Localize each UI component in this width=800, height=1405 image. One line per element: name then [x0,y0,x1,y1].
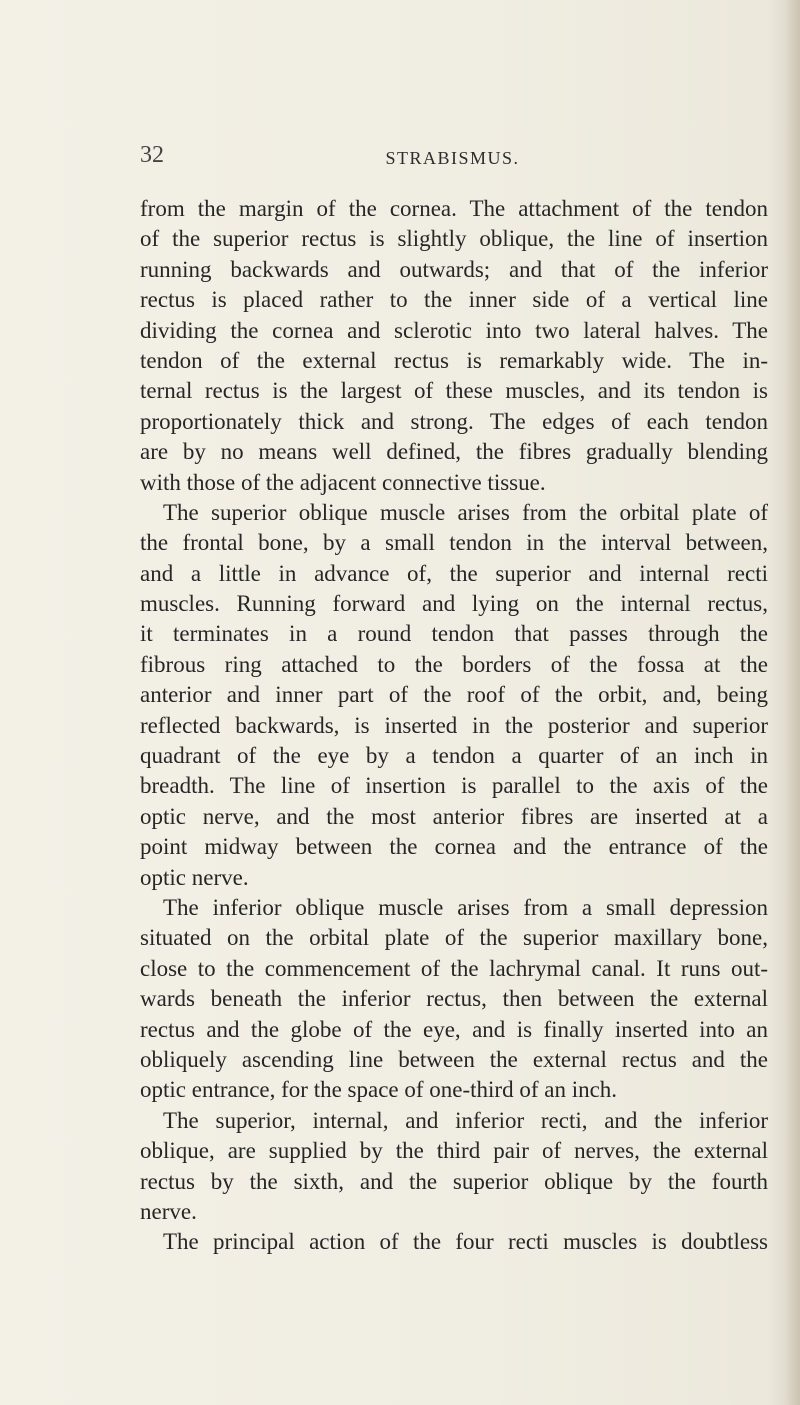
text-line: wards beneath the inferior rectus, then between the external [140,986,768,1012]
text-line: close to the commencement of the lachrymal canal. It runs out- [140,955,768,981]
text-line: optic nerve, and the most anterior fibres are inserted at a [140,803,768,829]
text-line: from the margin of the cornea. The attachment of the tendon [140,196,768,221]
text-line: point midway between the cornea and the entrance of the [140,834,768,860]
text-line: proportionately thick and strong. The edges of each tendon [140,408,768,434]
text-line: dividing the cornea and sclerotic into two lateral halves. The [140,317,768,343]
text-line: muscles. Running forward and lying on the internal rectus, [140,591,768,617]
text-line: running backwards and outwards; and that of the inferior [140,256,768,282]
text-line: rectus by the sixth, and the superior oblique by the fourth [140,1168,768,1194]
text-line: rectus is placed rather to the inner side of a vertical line [140,287,768,313]
text-line: The superior oblique muscle arises from the orbital plate of [163,499,768,525]
text-line: tendon of the external rectus is remarkably wide. The in- [140,347,768,373]
text-line: it terminates in a round tendon that passes through the [140,621,768,647]
running-title: STRABISMUS. [385,148,520,168]
text-line: breadth. The line of insertion is parallel to the axis of the [140,773,768,799]
body-text [140,194,768,1258]
text-line: of the superior rectus is slightly oblique, the line of insertion [140,226,768,252]
text-line: nerve. [140,1198,197,1224]
text-line: ternal rectus is the largest of these muscles, and its tendon is [140,378,768,404]
text-line: with those of the adjacent connective tissue. [140,469,546,495]
text-line: optic entrance, for the space of one-third of an inch. [140,1077,618,1103]
page-edge-shadow [786,0,800,1405]
text-line: are by no means well defined, the fibres gradually blending [140,439,768,465]
text-line: situated on the orbital plate of the superior maxillary bone, [140,925,768,951]
text-line: The inferior oblique muscle arises from a small depression [163,894,768,920]
text-line: The principal action of the four recti muscles is doubtless [163,1229,768,1255]
text-line: anterior and inner part of the roof of the orbit, and, being [140,682,768,708]
text-line: and a little in advance of, the superior and internal recti [140,560,768,586]
text-line: optic nerve. [140,864,249,890]
page-number: 32 [140,142,164,168]
text-line: fibrous ring attached to the borders of the fossa at the [140,651,768,677]
text-line: the frontal bone, by a small tendon in the interval between, [140,530,768,556]
running-head [140,136,765,176]
text-line: reflected backwards, is inserted in the posterior and superior [140,712,768,738]
text-line: quadrant of the eye by a tendon a quarter of an inch in [140,743,768,769]
text-line: obliquely ascending line between the external rectus and the [140,1046,768,1072]
text-line: rectus and the globe of the eye, and is finally inserted into an [140,1016,768,1042]
text-line: The superior, internal, and inferior recti, and the inferior [163,1107,768,1133]
text-line: oblique, are supplied by the third pair of nerves, the external [140,1138,768,1164]
